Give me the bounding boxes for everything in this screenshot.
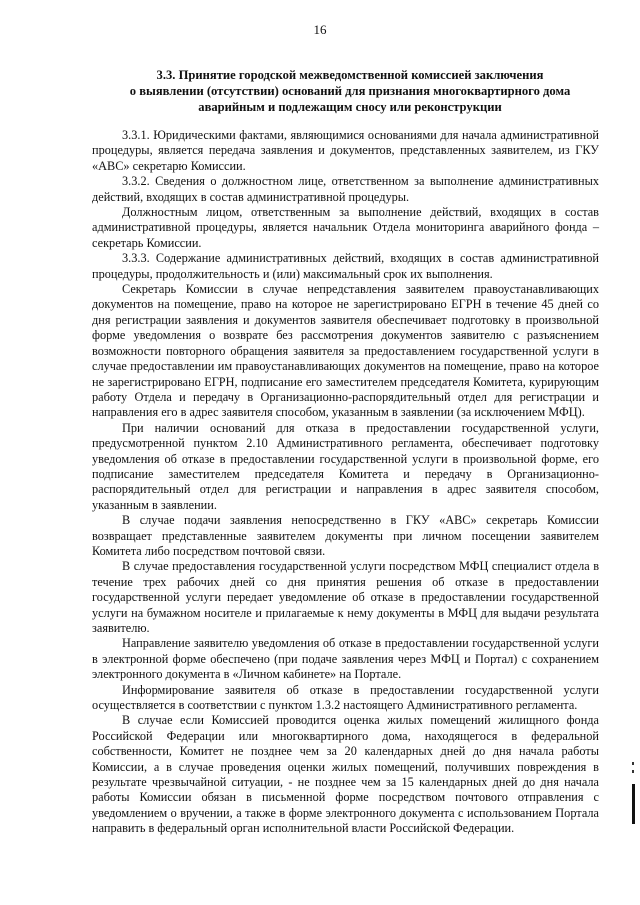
paragraph-document-return: Секретарь Комиссии в случае непредставления заявителем правоустанавливающих документов на помещение, право на которое не зарегистрировано ЕГРН в течение 45 дней со дня регистрации заявления и документов заявителя обеспечивает подготовку в произвольной форме уведомления о возврате без рассмотрения документов заявителю с разъяснением возможности повторного обращения заявителя за предоставлением государственной услуги в случае предоставлении им правоустанавливающих документов на помещение, право на которое не зарегистрировано ЕГРН, подписание его заместителем председателя Комитета, курирующим работу Отдела и передачу в Организационно-распорядительный отдел для регистрации и направления его в адрес заявителя способом, указанным в заявлении (за исключением МФЦ). bbox=[92, 282, 599, 420]
paragraph-direct-submission: В случае подачи заявления непосредственно в ГКУ «АВС» секретарь Комиссии возвращает представленные заявителем документы при личном посещении заявителем Комитета либо посредством почтовой связи. bbox=[92, 513, 599, 558]
paragraph-3-3-2: 3.3.2. Сведения о должностном лице, ответственном за выполнение административных действий, входящих в состав административной процедуры. bbox=[92, 174, 599, 204]
scan-edge-dot bbox=[632, 770, 634, 773]
section-heading-line-2: о выявлении (отсутствии) оснований для признания многоквартирного дома bbox=[129, 84, 571, 98]
paragraph-mfc-delivery: В случае предоставления государственной услуги посредством МФЦ специалист отдела в течение трех рабочих дней со дня принятия решения об отказе в предоставлении государственной услуги передает уведомление об отказе в предоставлении государственной услуги на бумажном носителе и прилагаемые к нему документы в МФЦ для выдачи результата заявителю. bbox=[92, 559, 599, 635]
document-body bbox=[92, 128, 599, 837]
scan-edge-dot bbox=[632, 762, 634, 765]
paragraph-federal-assessment: В случае если Комиссией проводится оценка жилых помещений жилищного фонда Российской Федерации или многоквартирного дома, находящегося в федеральной собственности, Комитет не позднее чем за 20 календарных дней до дня начала работы Комиссии, а в случае проведения оценки жилых помещений, получивших повреждения в результате чрезвычайной ситуации, - не позднее чем за 15 календарных дней до дня начала работы Комиссии обязан в письменной форме посредством почтового отправления с уведомлением о вручении, а также в форме электронного документа с использованием Портала направить в федеральный орган исполнительной власти Российской Федерации. bbox=[92, 713, 599, 836]
section-heading-line-3: аварийным и подлежащим сносу или реконструкции bbox=[198, 100, 502, 114]
paragraph-3-3-1: 3.3.1. Юридическими фактами, являющимися основаниями для начала административной процедуры, является передача заявления и документов, представленных заявителем, из ГКУ «АВС» секретарю Комиссии. bbox=[92, 128, 599, 173]
section-heading bbox=[100, 67, 600, 115]
page-number: 16 bbox=[313, 22, 327, 37]
section-heading-line-1: 3.3. Принятие городской межведомственной комиссией заключения bbox=[156, 68, 544, 82]
paragraph-3-3-3: 3.3.3. Содержание административных действий, входящих в состав административной процедуры, продолжительность и (или) максимальный срок их выполнения. bbox=[92, 251, 599, 281]
paragraph-informing: Информирование заявителя об отказе в предоставлении государственной услуги осуществляется в соответствии с пунктом 1.3.2 настоящего Административного регламента. bbox=[92, 682, 599, 713]
scan-edge-mark bbox=[632, 784, 635, 824]
paragraph-electronic-notice: Направление заявителю уведомления об отказе в предоставлении государственной услуги в электронной форме обеспечено (при подаче заявления через МФЦ и Портал) с сохранением электронного документа в «Личном кабинете» на Портале. bbox=[92, 636, 599, 682]
paragraph-responsible-official: Должностным лицом, ответственным за выполнение действий, входящих в состав административной процедуры, является начальник Отдела мониторинга аварийного фонда – секретарь Комиссии. bbox=[92, 205, 599, 250]
paragraph-refusal-grounds: При наличии оснований для отказа в предоставлении государственной услуги, предусмотренной пунктом 2.10 Административного регламента, обеспечивает подготовку уведомления об отказе в предоставлении государственной услуги в произвольной форме, его подписание заместителем председателя Комитета и передачу в Организационно-распорядительный отдел для регистрации и направления в адрес заявителя способом, указанным в заявлении. bbox=[92, 420, 599, 512]
